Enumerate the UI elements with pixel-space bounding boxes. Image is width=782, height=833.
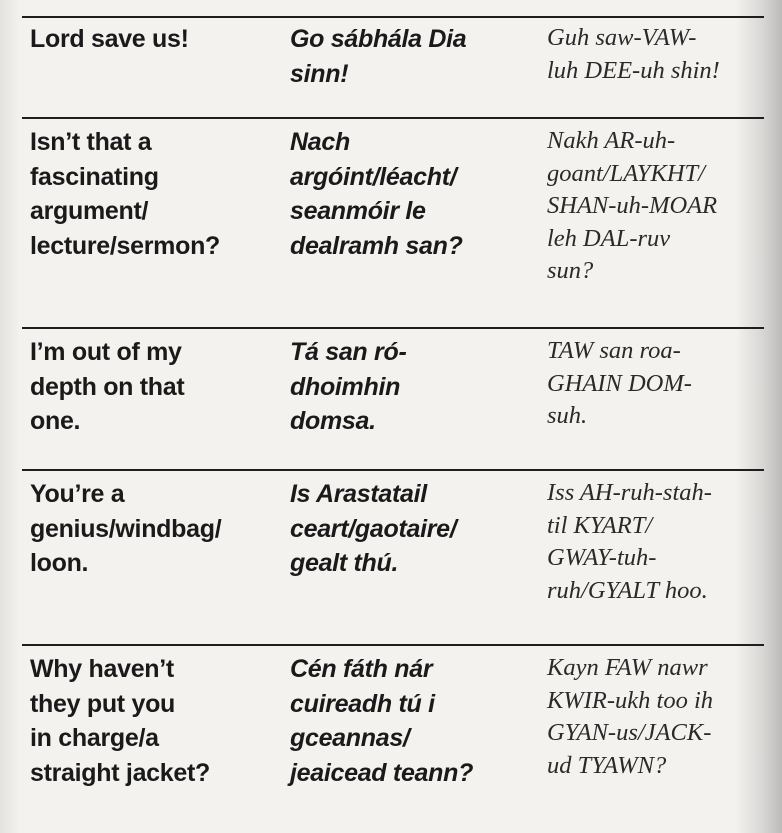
irish-line: dealramh san? [290, 231, 463, 260]
irish-line: gceannas/ [290, 724, 410, 752]
irish-line: Tá san ró- [290, 338, 407, 366]
row-divider [22, 644, 764, 646]
pronunciation-line: Kayn FAW nawr [547, 654, 708, 681]
row-divider [22, 16, 764, 18]
pronunciation-line: GHAIN DOM- [547, 369, 692, 397]
english-phrase [30, 477, 221, 581]
pronunciation-line: sun? [547, 257, 594, 284]
irish-line: Go sábhála Dia [290, 25, 467, 53]
english-line: Isn’t that a [30, 128, 152, 156]
pronunciation-guide [547, 652, 713, 782]
english-line: genius/windbag/ [30, 514, 222, 543]
irish-line: domsa. [290, 407, 376, 435]
english-line: You’re a [30, 480, 125, 508]
irish-line: seanmóir le [290, 197, 426, 225]
irish-line: argóint/léacht/ [290, 162, 457, 191]
english-line: one. [30, 407, 81, 435]
irish-phrase [290, 335, 406, 439]
english-line: I’m out of my [30, 338, 182, 366]
english-line: Lord save us! [30, 25, 189, 53]
pronunciation-line: ruh/GYALT hoo. [547, 576, 708, 604]
english-phrase [30, 335, 184, 439]
pronunciation-line: SHAN-uh-MOAR [547, 192, 718, 219]
irish-line: jeaicead teann? [290, 758, 474, 787]
pronunciation-guide [547, 125, 717, 288]
pronunciation-line: til KYART/ [547, 511, 653, 539]
english-phrase [30, 22, 189, 57]
pronunciation-line: ud TYAWN? [547, 751, 667, 779]
english-line: straight jacket? [30, 758, 210, 787]
pronunciation-guide [547, 22, 720, 87]
irish-line: Nach [290, 128, 350, 156]
pronunciation-line: Nakh AR-uh- [547, 127, 676, 154]
facing-page-bleed [736, 0, 782, 833]
pronunciation-line: leh DAL-ruv [547, 224, 671, 252]
pronunciation-guide [547, 335, 692, 433]
pronunciation-line: GWAY-tuh- [547, 544, 657, 571]
irish-phrase [290, 125, 463, 263]
english-line: depth on that [30, 372, 185, 401]
irish-phrase [290, 22, 466, 91]
row-divider [22, 327, 764, 329]
pronunciation-line: luh DEE-uh shin! [547, 56, 720, 84]
english-line: argument/ [30, 197, 149, 225]
irish-line: Cén fáth nár [290, 655, 433, 683]
irish-line: cuireadh tú i [290, 689, 435, 718]
pronunciation-line: GYAN-us/JACK- [547, 719, 712, 746]
english-line: they put you [30, 689, 176, 718]
irish-phrase [290, 477, 456, 581]
page-gutter-shadow [0, 0, 20, 833]
pronunciation-line: Iss AH-ruh-stah- [547, 479, 712, 506]
english-phrase [30, 652, 210, 790]
irish-line: Is Arastatail [290, 480, 427, 508]
irish-phrase [290, 652, 473, 790]
pronunciation-line: TAW san roa- [547, 337, 681, 364]
english-line: loon. [30, 549, 89, 577]
irish-line: sinn! [290, 59, 349, 88]
irish-line: ceart/gaotaire/ [290, 514, 457, 543]
row-divider [22, 117, 764, 119]
english-line: Why haven’t [30, 655, 174, 683]
english-line: in charge/a [30, 724, 159, 752]
irish-line: gealt thú. [290, 549, 399, 577]
pronunciation-line: Guh saw-VAW- [547, 24, 697, 51]
pronunciation-line: suh. [547, 402, 588, 429]
english-line: lecture/sermon? [30, 231, 221, 260]
pronunciation-guide [547, 477, 712, 607]
english-line: fascinating [30, 162, 159, 191]
pronunciation-line: goant/LAYKHT/ [547, 159, 705, 187]
pronunciation-line: KWIR-ukh too ih [547, 686, 714, 714]
row-divider [22, 469, 764, 471]
irish-line: dhoimhin [290, 372, 401, 401]
english-phrase [30, 125, 220, 263]
